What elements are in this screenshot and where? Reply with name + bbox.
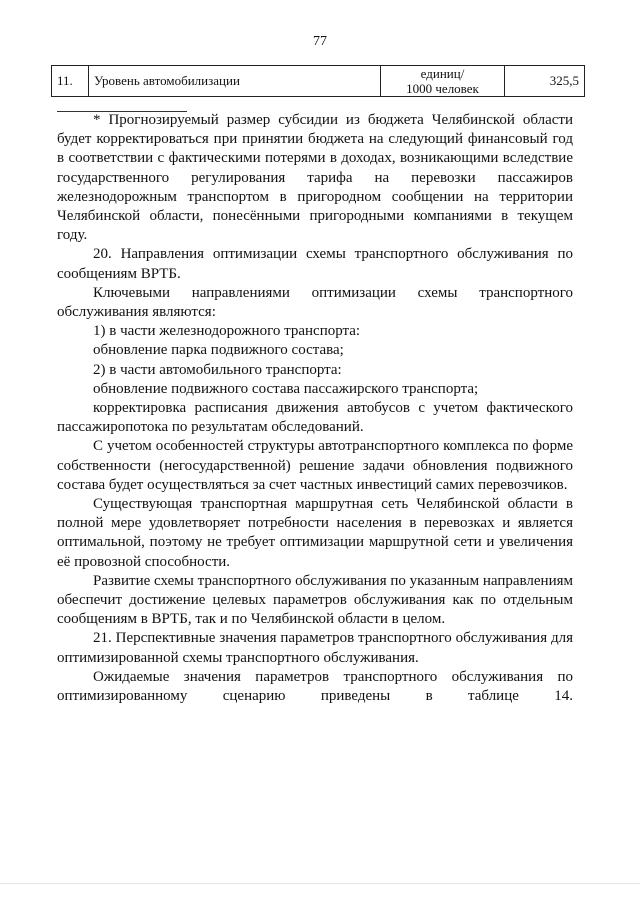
indicator-value: 325,5 bbox=[505, 66, 585, 97]
paragraph: обновление подвижного состава пассажирского транспорта; bbox=[93, 380, 479, 397]
paragraph: 1) в части железнодорожного транспорта: bbox=[93, 323, 361, 340]
indicator-table bbox=[51, 65, 585, 97]
paragraph: Развитие схемы транспортного обслуживания по указанным направлениям обеспечит достижение целевых параметров обслуживания как по отдельным сообщениям в ВРТБ, так и по Челябинской области в целом. bbox=[57, 572, 573, 628]
footnote-paragraph: * Прогнозируемый размер субсидии из бюджета Челябинской области будет корректироваться при принятии бюджета на следующий финансовый год в соответствии с фактическими потерями в доходах, возникающими вследствие государственного регулирования тарифа на перевозки пассажиров железнодорожным транспортом в пригородном сообщении на территории Челябинской области, понесёнными пригородными компаниями в текущем году. bbox=[57, 112, 573, 244]
paragraph: 2) в части автомобильного транспорта: bbox=[93, 361, 342, 378]
paragraph: 21. Перспективные значения параметров транспортного обслуживания для оптимизированной схемы транспортного обслуживания. bbox=[57, 630, 573, 666]
paragraph: Существующая транспортная маршрутная сеть Челябинской области в полной мере удовлетворяет потребности населения в перевозках и является оптимальной, поэтому не требует оптимизации маршрутной сети и увеличения её провозной способности. bbox=[57, 496, 573, 570]
unit-line-1: единиц/ bbox=[420, 66, 465, 81]
page-bottom-edge bbox=[0, 883, 640, 884]
paragraph: Ожидаемые значения параметров транспортного обслуживания по оптимизированному сценарию приведены в таблице 14. bbox=[57, 668, 573, 705]
row-number: 11. bbox=[52, 66, 89, 97]
body-text bbox=[57, 111, 573, 706]
indicator-unit bbox=[381, 66, 505, 97]
paragraph: Ключевыми направлениями оптимизации схемы транспортного обслуживания являются: bbox=[57, 284, 573, 321]
page-number: 77 bbox=[313, 34, 327, 49]
unit-line-2: 1000 человек bbox=[406, 81, 479, 96]
paragraph: С учетом особенностей структуры автотранспортного комплекса по форме собственности (негосударственной) решение задачи обновления подвижного состава будет осуществляться за счет частных инвестиций самих перевозчиков. bbox=[57, 438, 573, 493]
paragraph: 20. Направления оптимизации схемы транспортного обслуживания по сообщениям ВРТБ. bbox=[57, 246, 573, 282]
paragraph: корректировка расписания движения автобусов с учетом фактического пассажиропотока по результатам обследований. bbox=[57, 400, 573, 436]
paragraph: обновление парка подвижного состава; bbox=[93, 342, 344, 359]
table-row bbox=[52, 66, 585, 97]
indicator-name: Уровень автомобилизации bbox=[89, 66, 381, 97]
